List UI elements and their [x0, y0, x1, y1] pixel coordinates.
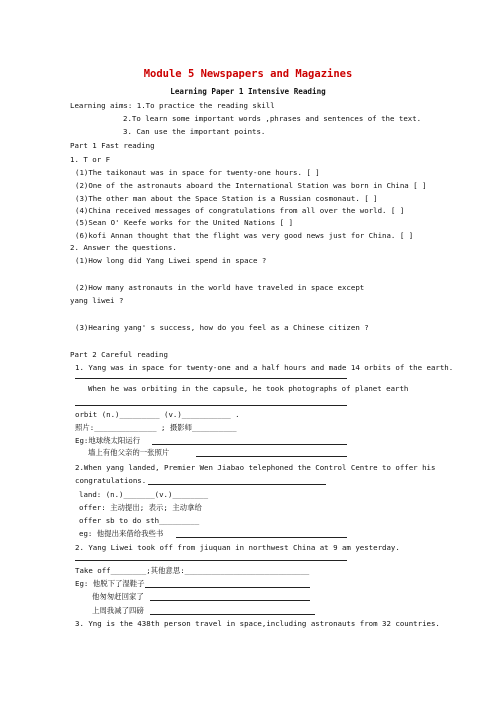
example-3: Eg: 他脱下了湿鞋子	[75, 579, 145, 588]
sentence-1b: When he was orbiting in the capsule, he took photographs of planet earth	[88, 384, 409, 393]
answer-line	[75, 405, 347, 406]
tf-item: (4)China received messages of congratulations from all over the world. [ ]	[75, 206, 405, 215]
sentence-1: 1. Yang was in space for twenty-one and a half hours and made 14 orbits of the earth.	[75, 363, 454, 372]
example-1: Eg:地球绕太阳运行	[75, 436, 141, 445]
part2-heading: Part 2 Careful reading	[70, 350, 168, 359]
tf-item: (1)The taikonaut was in space for twenty-one hours. [ ]	[75, 168, 320, 177]
question-3: (3)Hearing yang' s success, how do you feel as a Chinese citizen ?	[75, 323, 369, 332]
tf-item: (6)kofi Annan thought that the flight was very good news just for China. [ ]	[75, 231, 414, 240]
land-vocab: land: (n.)_______(v.)________	[79, 490, 209, 499]
answer-line	[150, 600, 310, 601]
answer-line	[176, 537, 347, 538]
tf-item: (2)One of the astronauts aboard the International Station was born in China [ ]	[75, 181, 427, 190]
paper-subtitle: Learning Paper 1 Intensive Reading	[170, 87, 326, 96]
offer-usage: offer sb to do sth_________	[79, 516, 200, 525]
takeoff-vocab: Take off________;其他意思:____________________________	[75, 566, 310, 575]
module-title: Module 5 Newspapers and Magazines	[143, 68, 353, 80]
example-3b: 他匆匆赶回家了	[92, 592, 144, 601]
offer-vocab: offer: 主动提出; 表示; 主动拿给	[79, 503, 202, 512]
aims-heading: Learning aims: 1.To practice the reading skill	[70, 101, 275, 110]
tf-item: (5)Sean O' Keefe works for the United Nations [ ]	[75, 218, 294, 227]
sentence-2: 2.When yang landed, Premier Wen Jiabao telephoned the Control Centre to offer his	[75, 463, 436, 472]
example-1b: 墙上有他父亲的一张照片	[88, 448, 170, 457]
question-2: (2)How many astronauts in the world have traveled in space except	[75, 283, 365, 292]
answer-line	[148, 484, 326, 485]
example-3c: 上周我减了四磅	[92, 606, 144, 615]
tf-item: (3)The other man about the Space Station is a Russian cosmonaut. [ ]	[75, 194, 378, 203]
answer-line	[75, 378, 347, 379]
question-1: (1)How long did Yang Liwei spend in space ?	[75, 256, 267, 265]
tf-heading: 1. T or F	[70, 155, 111, 164]
photo-vocab: 照片:______________ ; 摄影师__________	[75, 423, 237, 432]
orbit-vocab: orbit (n.)_________ (v.)___________ .	[75, 410, 240, 419]
answer-line	[196, 456, 347, 457]
part1-heading: Part 1 Fast reading	[70, 141, 155, 150]
answer-line	[152, 444, 347, 445]
aim-3: 3. Can use the important points.	[123, 127, 266, 136]
question-2-cont: yang liwei ?	[70, 296, 124, 305]
answer-line	[75, 560, 347, 561]
sentence-3: 2. Yang Liwei took off from jiuquan in northwest China at 9 am yesterday.	[75, 543, 400, 552]
example-2: eg: 他提出来借给我些书	[79, 529, 164, 538]
questions-heading: 2. Answer the questions.	[70, 243, 177, 252]
aim-2: 2.To learn some important words ,phrases and sentences of the text.	[123, 114, 422, 123]
sentence-2-cont: congratulations.	[75, 476, 147, 485]
answer-line	[150, 614, 315, 615]
answer-line	[145, 587, 310, 588]
sentence-4: 3. Yng is the 438th person travel in space,including astronauts from 32 countries.	[75, 619, 440, 628]
